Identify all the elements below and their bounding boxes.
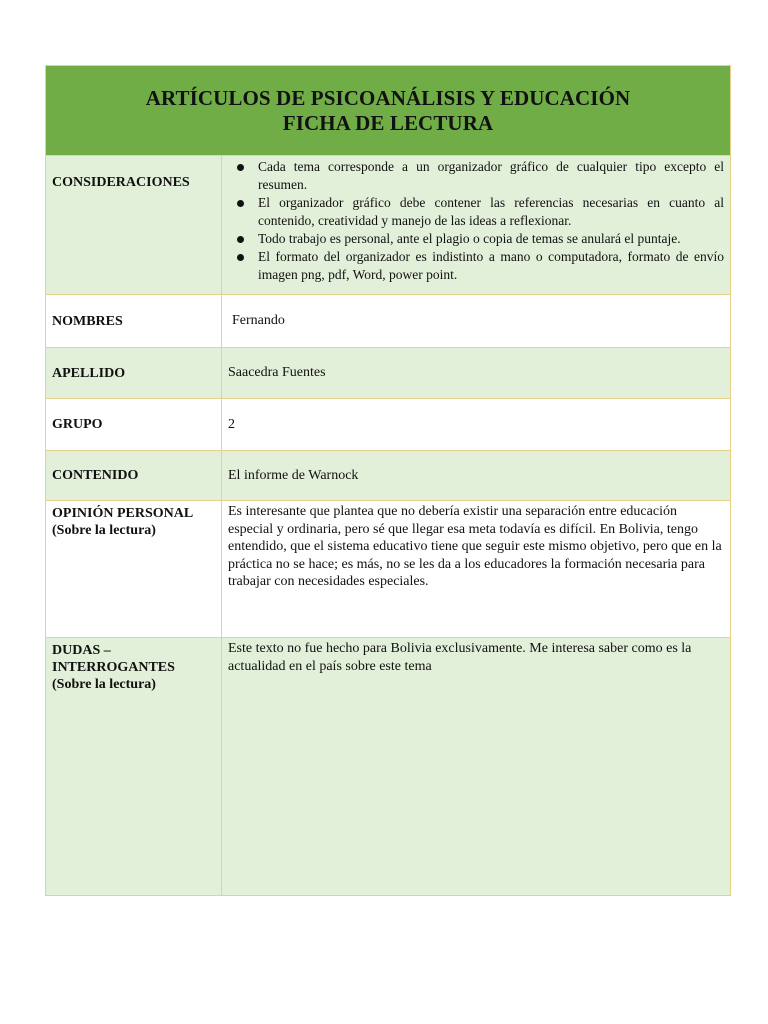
dudas-text: Este texto no fue hecho para Bolivia exclusivamente. Me interesa saber como es la actualidad en el país sobre este tema <box>228 641 692 674</box>
dudas-label <box>46 638 222 895</box>
bullet-icon <box>237 200 244 207</box>
dudas-label-line1: DUDAS – <box>52 643 111 658</box>
opinion-label-subtitle: (Sobre la lectura) <box>52 523 156 538</box>
row-nombres <box>46 295 730 348</box>
apellido-value: Saacedra Fuentes <box>228 365 326 381</box>
row-contenido <box>46 451 730 501</box>
list-item: Todo trabajo es personal, ante el plagio o copia de temas se anulará el puntaje. <box>228 230 724 248</box>
card-header <box>46 66 730 156</box>
title-line-2: FICHA DE LECTURA <box>282 110 494 135</box>
reading-card <box>45 65 731 896</box>
opinion-text: Es interesante que plantea que no debería existir una separación entre educación especial y ordinaria, pero sé que llegar esa meta todavía es difícil. En Bolivia, tengo entendido, que el sistema educativo tiene que seguir este mismo objetivo, pero que en la práctica no se hace; es más, no se les da a los educadores la formación necesaria para trabajar con necesidades especiales. <box>228 504 722 589</box>
nombres-label: NOMBRES <box>46 295 222 347</box>
list-item: Cada tema corresponde a un organizador gráfico de cualquier tipo excepto el resumen. <box>228 158 724 194</box>
apellido-label: APELLIDO <box>46 348 222 398</box>
consideraciones-list <box>228 158 724 284</box>
opinion-value <box>222 501 730 637</box>
row-apellido <box>46 348 730 399</box>
contenido-label: CONTENIDO <box>46 451 222 500</box>
opinion-label-title: OPINIÓN PERSONAL <box>52 506 194 521</box>
dudas-value <box>222 638 730 895</box>
row-consideraciones <box>46 156 730 295</box>
list-item: El formato del organizador es indistinto a mano o computadora, formato de envío imagen png, pdf, Word, power point. <box>228 248 724 284</box>
nombres-value: Fernando <box>232 313 285 329</box>
opinion-label <box>46 501 222 637</box>
list-item: El organizador gráfico debe contener las referencias necesarias en cuanto al contenido, creatividad y manejo de las ideas a reflexionar. <box>228 194 724 230</box>
bullet-icon <box>237 164 244 171</box>
bullet-icon <box>237 236 244 243</box>
row-dudas <box>46 638 730 895</box>
consideraciones-value <box>222 156 730 294</box>
bullet-icon <box>237 254 244 261</box>
dudas-label-line2: INTERROGANTES <box>52 660 175 675</box>
row-opinion <box>46 501 730 638</box>
title-line-1: ARTÍCULOS DE PSICOANÁLISIS Y EDUCACIÓN <box>145 85 631 110</box>
dudas-label-line3: (Sobre la lectura) <box>52 677 156 692</box>
grupo-label: GRUPO <box>46 399 222 450</box>
grupo-value: 2 <box>228 416 235 432</box>
consideraciones-label: CONSIDERACIONES <box>46 156 222 294</box>
row-grupo <box>46 399 730 451</box>
contenido-value: El informe de Warnock <box>228 467 359 483</box>
